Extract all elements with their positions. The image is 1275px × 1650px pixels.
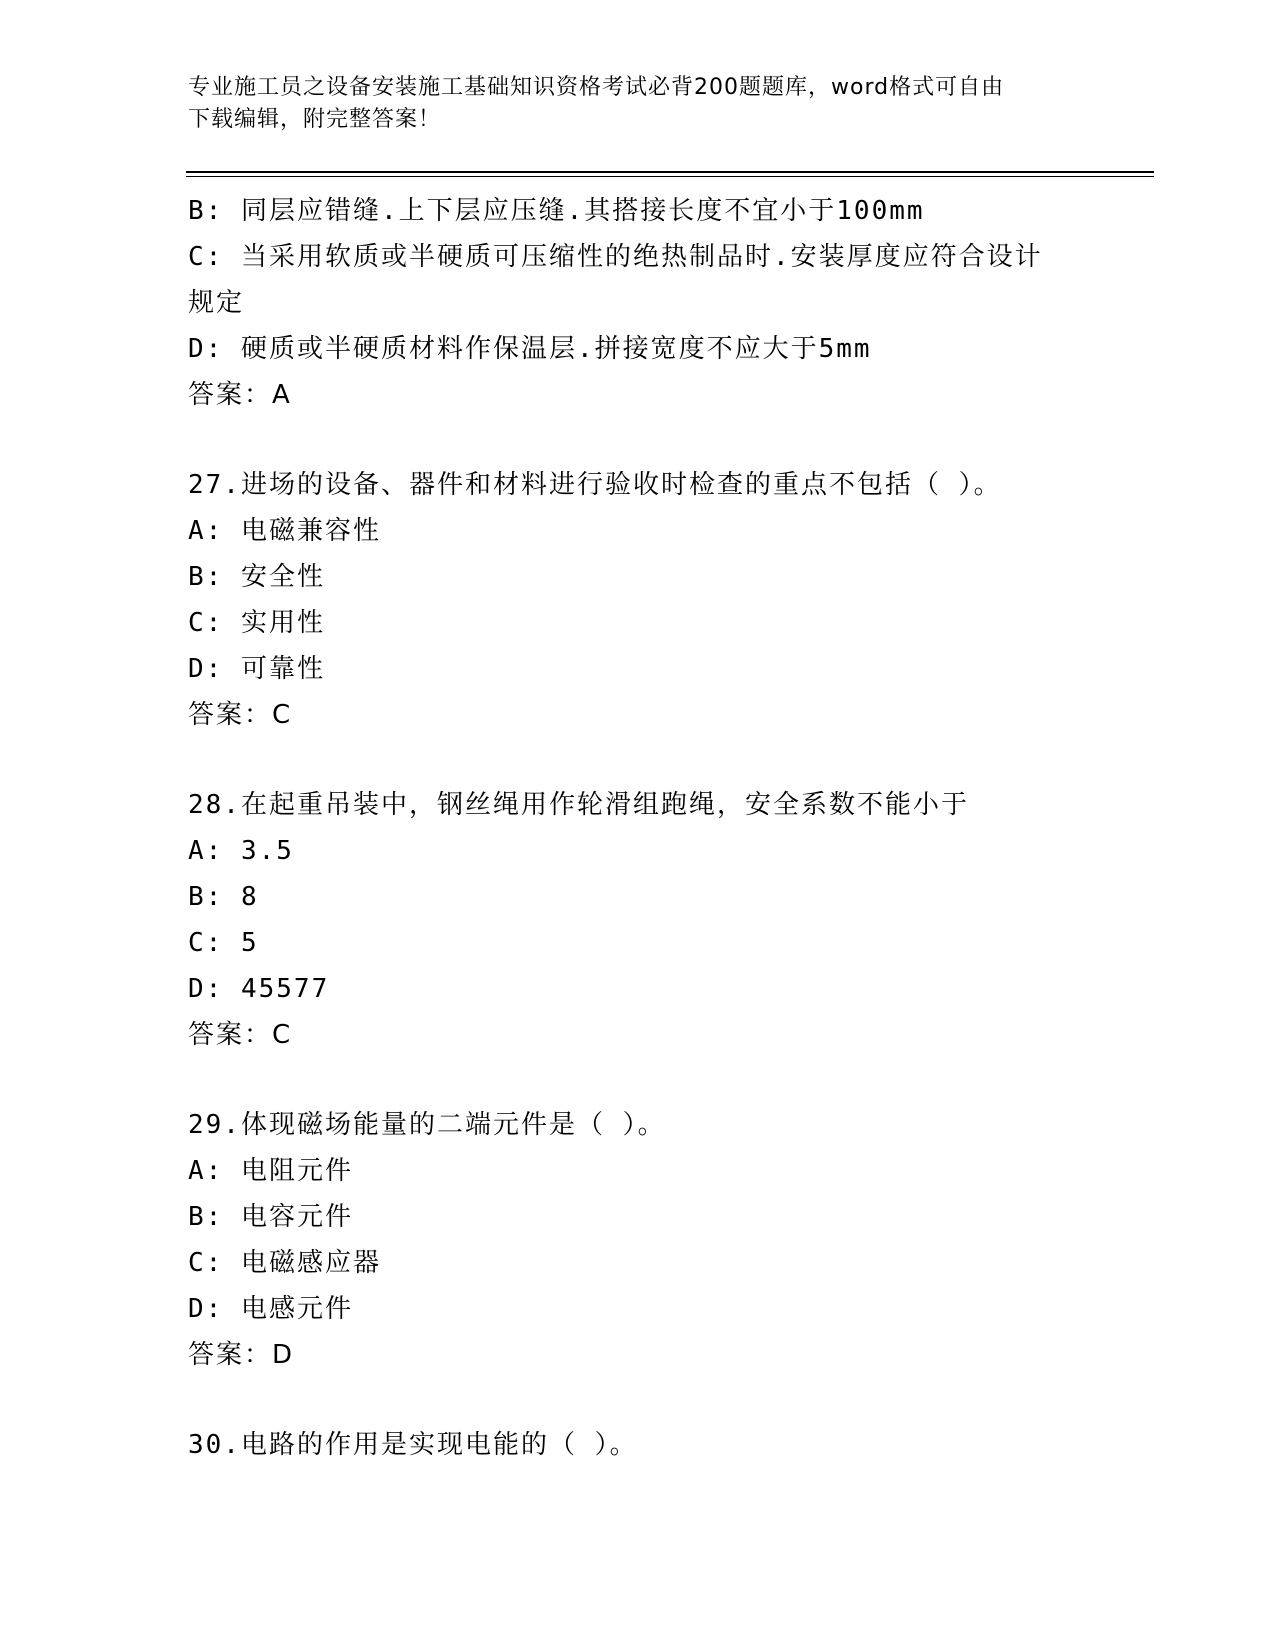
question-30 bbox=[188, 1422, 1148, 1468]
question-27 bbox=[188, 462, 1148, 738]
option-a: A: 3.5 bbox=[188, 836, 294, 866]
header-rule-bottom bbox=[186, 176, 1154, 177]
option-c: C: 当采用软质或半硬质可压缩性的绝热制品时.安装厚度应符合设计 bbox=[188, 242, 1043, 272]
question-29 bbox=[188, 1102, 1148, 1378]
answer: 答案：D bbox=[188, 1340, 295, 1370]
option-d: D: 45577 bbox=[188, 974, 330, 1004]
question-text: 30.电路的作用是实现电能的（ ）。 bbox=[188, 1430, 638, 1460]
header-title-line-2: 下载编辑，附完整答案！ bbox=[188, 107, 442, 132]
option-b: B: 安全性 bbox=[188, 562, 325, 592]
answer: 答案：C bbox=[188, 1020, 293, 1050]
option-c: C: 实用性 bbox=[188, 608, 325, 638]
question-28 bbox=[188, 782, 1148, 1058]
option-b: B: 8 bbox=[188, 882, 259, 912]
option-d: D: 电感元件 bbox=[188, 1294, 353, 1324]
option-b: B: 电容元件 bbox=[188, 1202, 353, 1232]
question-text: 29.体现磁场能量的二端元件是（ ）。 bbox=[188, 1110, 666, 1140]
question-text: 28.在起重吊装中，钢丝绳用作轮滑组跑绳，安全系数不能小于 bbox=[188, 790, 969, 820]
header-title-line-1: 专业施工员之设备安装施工基础知识资格考试必背200题题库，word格式可自由 bbox=[188, 75, 1005, 100]
option-c: C: 5 bbox=[188, 928, 259, 958]
option-c: C: 电磁感应器 bbox=[188, 1248, 381, 1278]
header-rule-top bbox=[186, 171, 1154, 173]
document-header bbox=[188, 72, 1088, 136]
option-c-continued: 规定 bbox=[188, 288, 245, 318]
option-a: A: 电磁兼容性 bbox=[188, 516, 381, 546]
option-d: D: 硬质或半硬质材料作保温层.拼接宽度不应大于5mm bbox=[188, 334, 872, 364]
option-a: A: 电阻元件 bbox=[188, 1156, 353, 1186]
question-text: 27.进场的设备、器件和材料进行验收时检查的重点不包括（ ）。 bbox=[188, 470, 1002, 500]
question-26-continued bbox=[188, 188, 1148, 418]
option-d: D: 可靠性 bbox=[188, 654, 325, 684]
question-list bbox=[188, 188, 1148, 1468]
answer: 答案：A bbox=[188, 380, 292, 410]
answer: 答案：C bbox=[188, 700, 293, 730]
option-b: B: 同层应错缝.上下层应压缝.其搭接长度不宜小于100mm bbox=[188, 196, 925, 226]
